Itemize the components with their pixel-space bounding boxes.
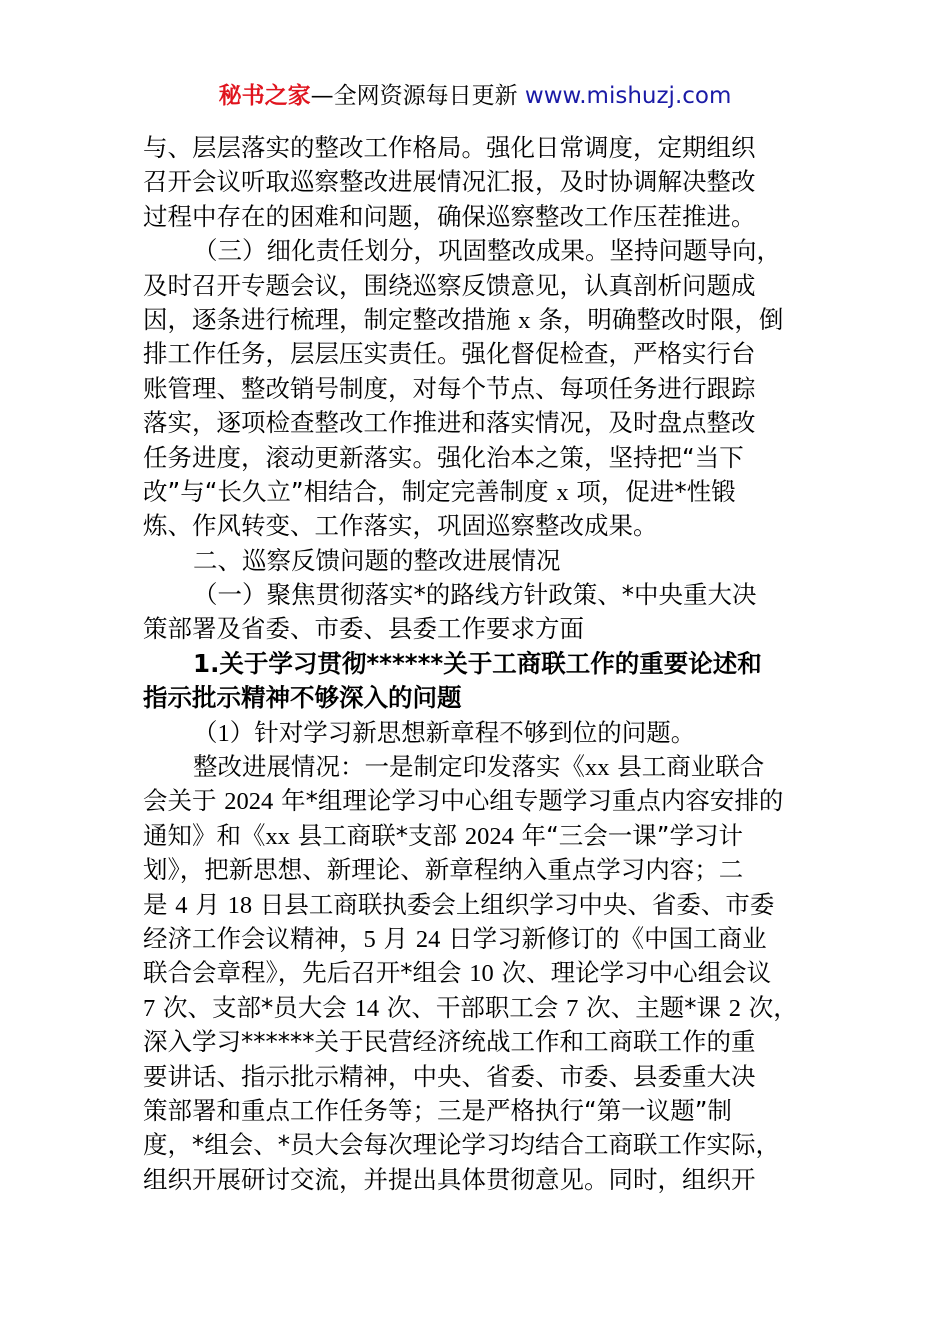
text-line: 是 4 月 18 日县工商联执委会上组织学习中央、省委、市委 xyxy=(143,889,775,919)
text-line: 整改进展情况：一是制定印发落实《xx 县工商业联合 xyxy=(193,752,765,782)
text-line: 经济工作会议精神，5 月 24 日学习新修订的《中国工商业 xyxy=(143,923,767,953)
site-url[interactable]: www.mishuzj.com xyxy=(524,83,732,109)
text-line: 过程中存在的困难和问题，确保巡察整改工作压茬推进。 xyxy=(143,201,756,231)
text-line: 划》，把新思想、新理论、新章程纳入重点学习内容；二 xyxy=(143,855,744,885)
text-line: （1）针对学习新思想新章程不够到位的问题。 xyxy=(193,717,696,747)
text-line: 深入学习******关于民营经济统战工作和工商联工作的重 xyxy=(143,1027,756,1057)
text-line: 任务进度，滚动更新落实。强化治本之策，坚持把“当下 xyxy=(143,442,744,472)
text-line: 炼、作风转变、工作落实，巩固巡察整改成果。 xyxy=(143,511,658,541)
text-line: 通知》和《xx 县工商联*支部 2024 年“三会一课”学习计 xyxy=(143,820,744,850)
text-line: 7 次、支部*员大会 14 次、干部职工会 7 次、主题*课 2 次， xyxy=(143,992,798,1022)
text-line: 策部署和重点工作任务等；三是严格执行“第一议题”制 xyxy=(143,1095,732,1125)
document-body xyxy=(143,131,823,1197)
text-line: 落实，逐项检查整改工作推进和落实情况，及时盘点整改 xyxy=(143,408,756,438)
text-line: 指示批示精神不够深入的问题 xyxy=(143,683,462,713)
text-line: 1.关于学习贯彻******关于工商联工作的重要论述和 xyxy=(193,648,762,678)
text-line: 因，逐条进行梳理，制定整改措施 x 条，明确整改时限，倒 xyxy=(143,304,784,334)
text-line: （三）细化责任划分，巩固整改成果。坚持问题导向， xyxy=(193,236,781,266)
text-line: 二、巡察反馈问题的整改进展情况 xyxy=(193,545,561,575)
text-line: 排工作任务，层层压实责任。强化督促检查，严格实行台 xyxy=(143,339,756,369)
text-line: 度，*组会、*员大会每次理论学习均结合工商联工作实际， xyxy=(143,1130,780,1160)
text-line: 改”与“长久立”相结合，制定完善制度 x 项，促进*性锻 xyxy=(143,476,736,506)
text-line: （一）聚焦贯彻落实*的路线方针政策、*中央重大决 xyxy=(193,580,757,610)
text-line: 组织开展研讨交流，并提出具体贯彻意见。同时，组织开 xyxy=(143,1164,756,1194)
text-line: 联合会章程》，先后召开*组会 10 次、理论学习中心组会议 xyxy=(143,958,772,988)
text-line: 与、层层落实的整改工作格局。强化日常调度，定期组织 xyxy=(143,133,756,162)
text-line: 要讲话、指示批示精神，中央、省委、市委、县委重大决 xyxy=(143,1061,756,1091)
text-line: 策部署及省委、市委、县委工作要求方面 xyxy=(143,614,584,644)
text-line: 召开会议听取巡察整改进展情况汇报，及时协调解决整改 xyxy=(143,167,756,197)
text-line: 账管理、整改销号制度，对每个节点、每项任务进行跟踪 xyxy=(143,373,756,403)
text-line: 及时召开专题会议，围绕巡察反馈意见，认真剖析问题成 xyxy=(143,270,756,300)
text-line: 会关于 2024 年*组理论学习中心组专题学习重点内容安排的 xyxy=(143,786,784,816)
site-brand: 秘书之家 xyxy=(218,83,311,109)
site-tagline: —全网资源每日更新 xyxy=(310,83,525,109)
site-header xyxy=(0,80,950,112)
